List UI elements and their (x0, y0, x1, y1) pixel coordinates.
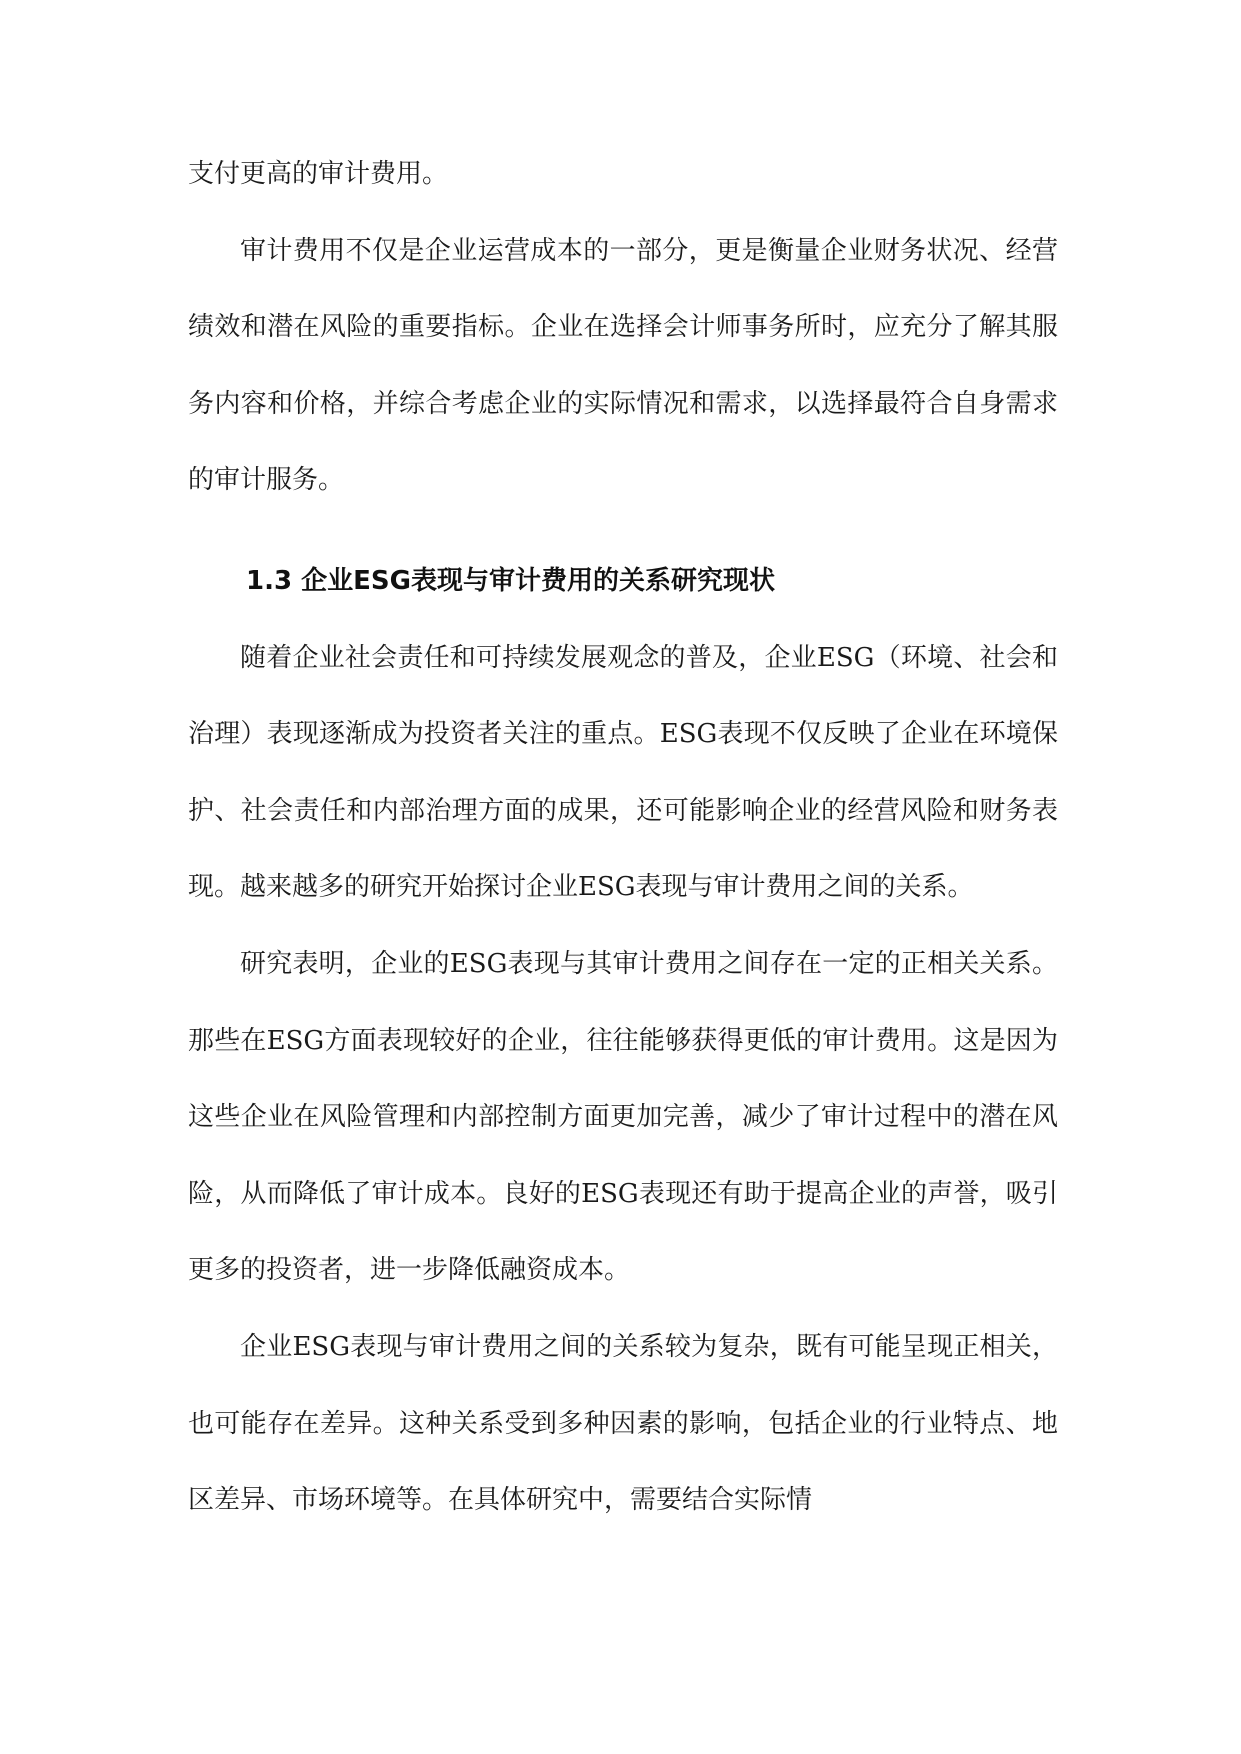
section-heading: 1.3 企业ESG表现与审计费用的关系研究现状 (246, 565, 775, 596)
section-gap (188, 519, 1058, 531)
paragraph-esg-intro: 随着企业社会责任和可持续发展观念的普及，企业ESG（环境、社会和治理）表现逐渐成为投资者关注的重点。ESG表现不仅反映了企业在环境保护、社会责任和内部治理方面的成果，还可能影响企业的经营风险和财务表现。越来越多的研究开始探讨企业ESG表现与审计费用之间的关系。 (188, 642, 1058, 903)
paragraph-esg-research-findings: 研究表明，企业的ESG表现与其审计费用之间存在一定的正相关关系。那些在ESG方面表现较好的企业，往往能够获得更低的审计费用。这是因为这些企业在风险管理和内部控制方面更加完善，减少了审计过程中的潜在风险，从而降低了审计成本。良好的ESG表现还有助于提高企业的声誉，吸引更多的投资者，进一步降低融资成本。 (188, 948, 1058, 1286)
document-body (188, 136, 1058, 1539)
paragraph-continuation: 支付更高的审计费用。 (188, 159, 449, 189)
paragraph-audit-fee-importance: 审计费用不仅是企业运营成本的一部分，更是衡量企业财务状况、经营绩效和潜在风险的重要指标。企业在选择会计师事务所时，应充分了解其服务内容和价格，并综合考虑企业的实际情况和需求，以选择最符合自身需求的审计服务。 (188, 235, 1058, 496)
paragraph-esg-complex-relationship: 企业ESG表现与审计费用之间的关系较为复杂，既有可能呈现正相关，也可能存在差异。这种关系受到多种因素的影响，包括企业的行业特点、地区差异、市场环境等。在具体研究中，需要结合实际情 (188, 1331, 1058, 1516)
